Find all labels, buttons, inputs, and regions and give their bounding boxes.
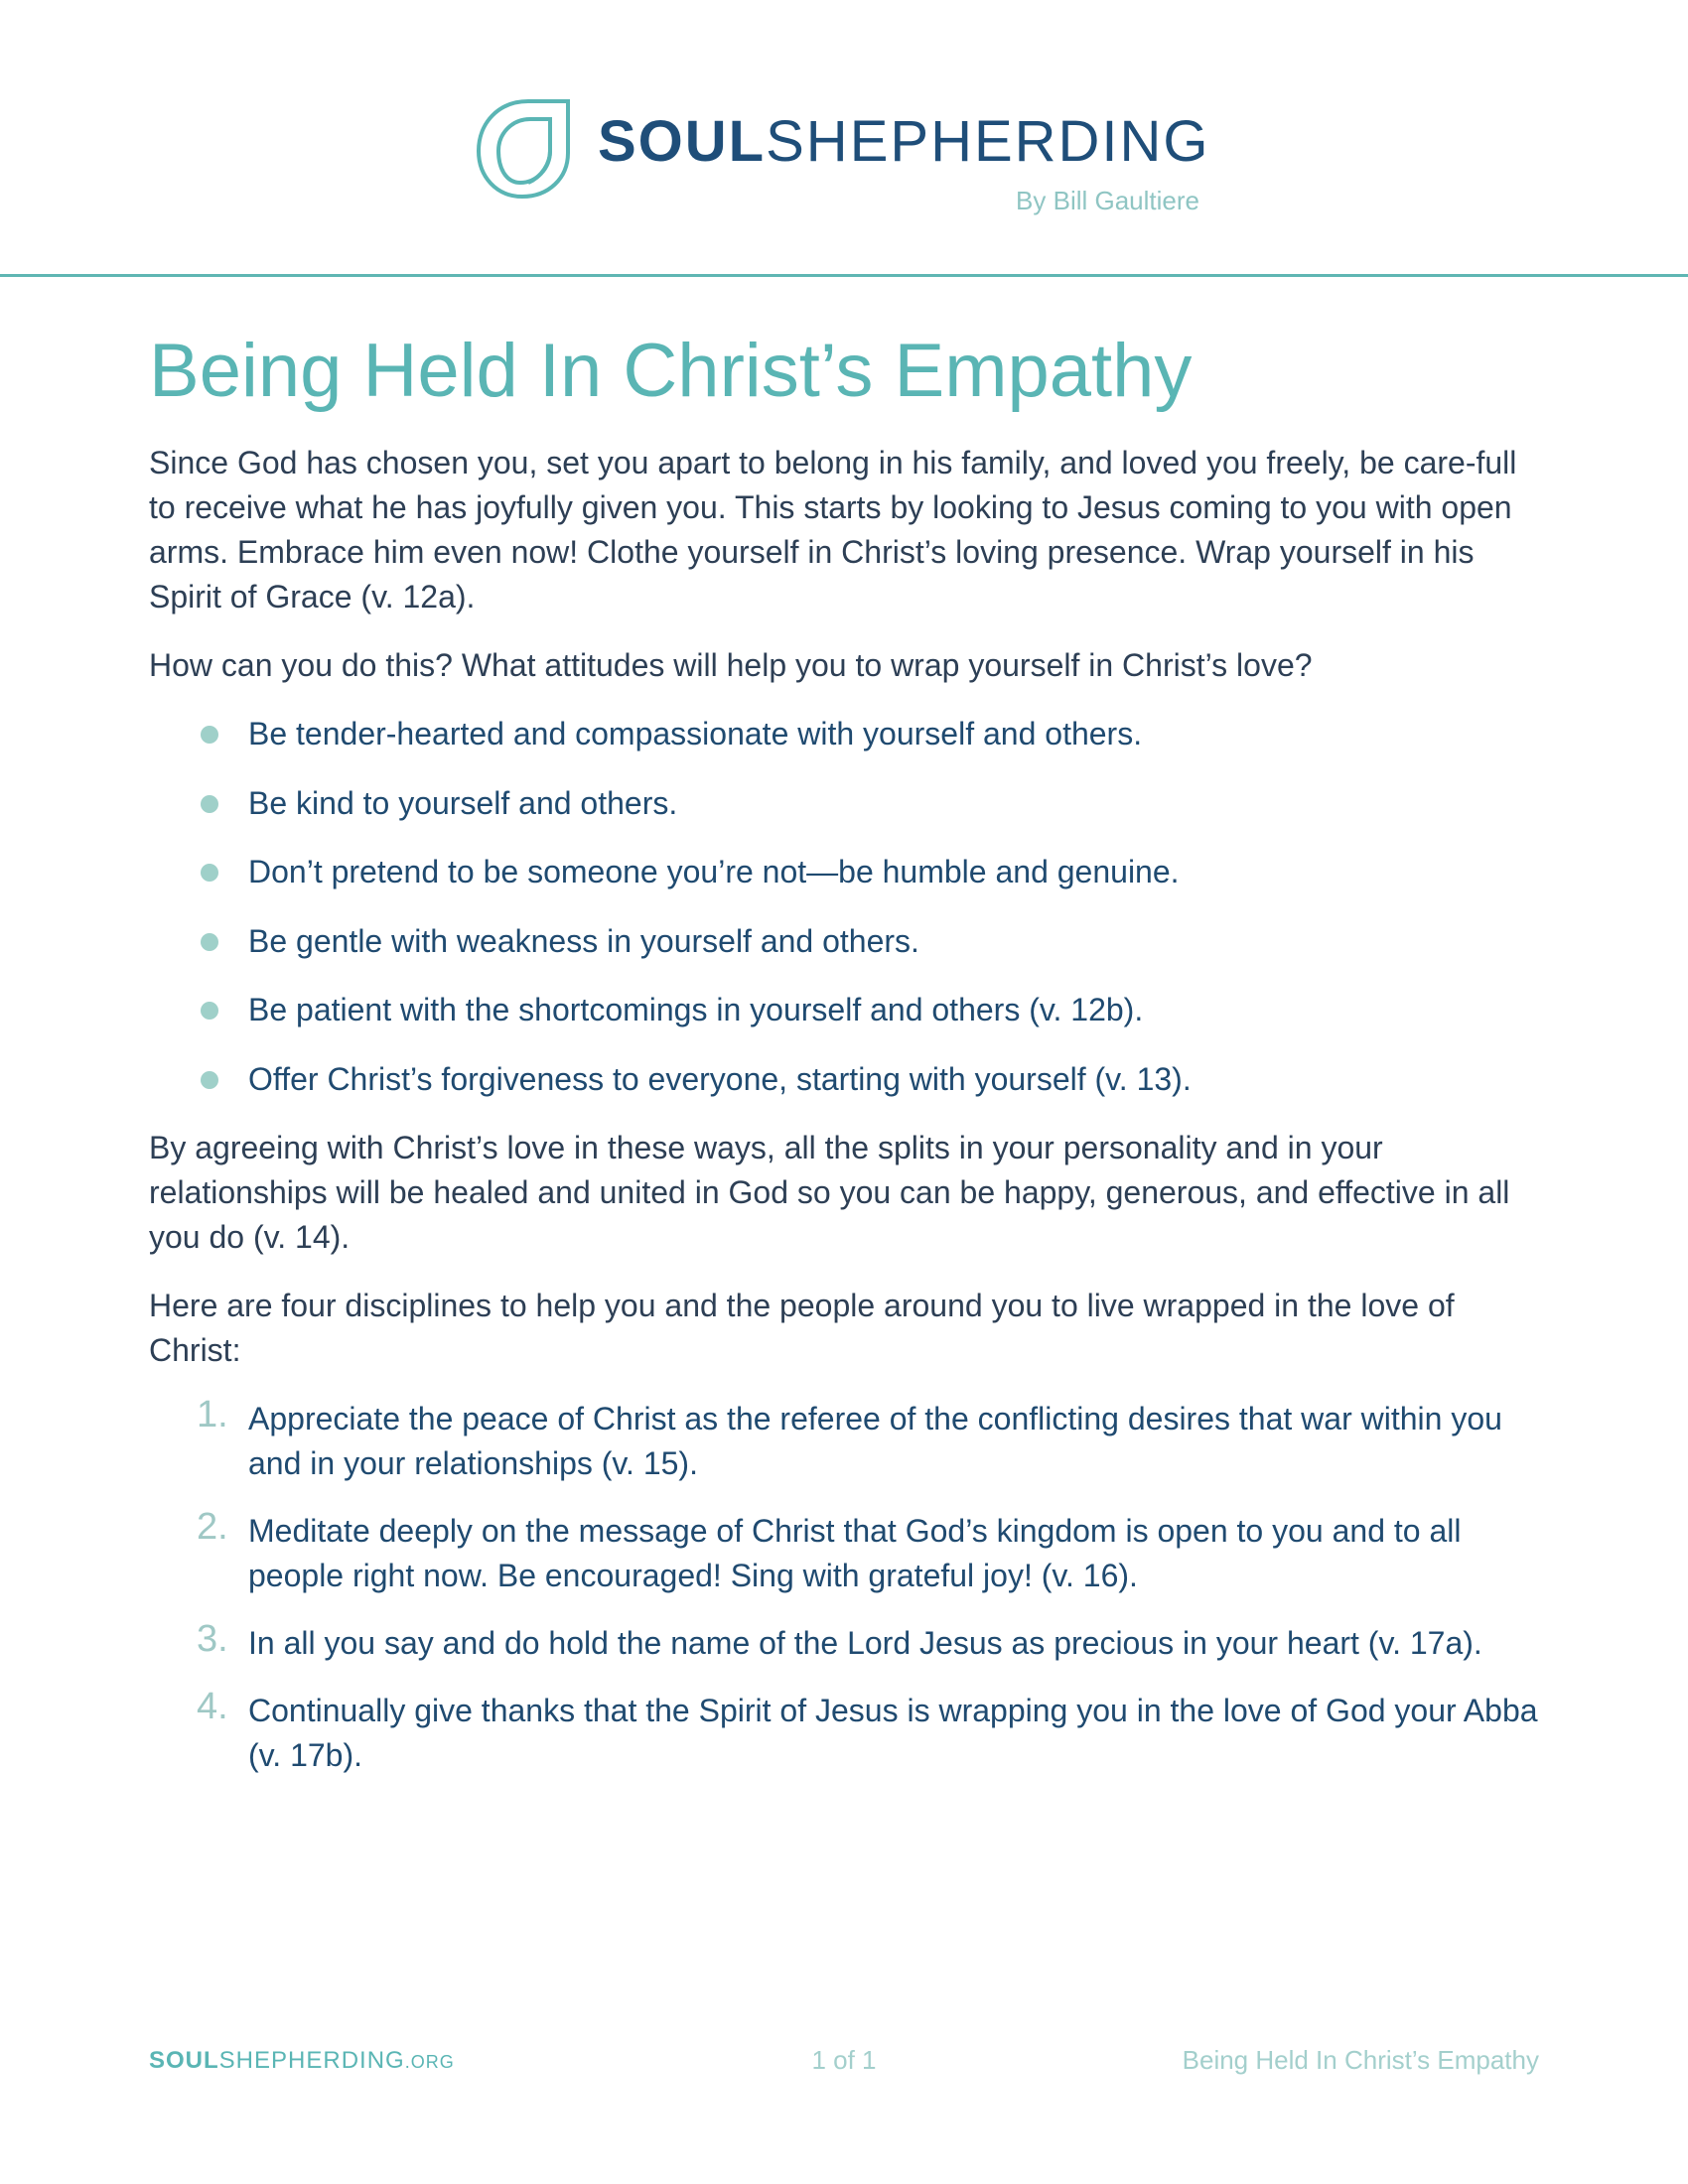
intro-paragraph: Since God has chosen you, set you apart to belong in his family, and loved you freely, be care-full to receive what he has joyfully given you. This starts by looking to Jesus coming to you with open arms. Embrace him even now! Clothe yourself in Christ’s loving presence. Wrap yourself in his Spirit of Grace (v. 12a).	[149, 445, 1517, 614]
footer-title: Being Held In Christ’s Empathy	[1182, 2045, 1539, 2075]
brand-light: SHEPHERDING	[766, 109, 1210, 174]
list-item-text: In all you say and do hold the name of the Lord Jesus as precious in your heart (v. 17a).	[248, 1625, 1482, 1661]
bullet-dot-icon	[201, 933, 218, 951]
list-item-text: Meditate deeply on the message of Christ that God’s kingdom is open to you and to all people right now. Be encouraged! Sing with grateful joy! (v. 16).	[248, 1513, 1462, 1593]
list-item-text: Be patient with the shortcomings in yourself and others (v. 12b).	[248, 992, 1144, 1027]
footer-site-light: SHEPHERDING	[218, 2047, 405, 2074]
soulshepherding-leaf-icon	[473, 97, 576, 201]
healing-paragraph: By agreeing with Christ’s love in these ways, all the splits in your personality and in your relationships will be healed and united in God so you can be happy, generous, and effective in all you do (v. 14).	[149, 1130, 1510, 1255]
list-item-text: Be tender-hearted and compassionate with yourself and others.	[248, 716, 1143, 751]
list-item	[149, 781, 1539, 826]
brand-bold: SOUL	[598, 109, 767, 174]
list-item-text: Be gentle with weakness in yourself and others.	[248, 922, 919, 959]
header-divider	[0, 274, 1688, 277]
bullet-dot-icon	[201, 726, 218, 744]
list-number: 4.	[197, 1686, 228, 1727]
page-number: 1 of 1	[811, 2045, 877, 2075]
disciplines-intro: Here are four disciplines to help you and the people around you to live wrapped in the love of Christ:	[149, 1288, 1455, 1368]
list-item	[149, 919, 1539, 964]
list-item-text: Offer Christ’s forgiveness to everyone, starting with yourself (v. 13).	[248, 1060, 1192, 1097]
question-paragraph: How can you do this? What attitudes will help you to wrap yourself in Christ’s love?	[149, 647, 1313, 683]
list-number: 3.	[197, 1618, 228, 1660]
footer-site-bold: SOUL	[149, 2047, 219, 2074]
page-title: Being Held In Christ’s Empathy	[149, 329, 1193, 413]
list-item	[149, 1686, 1539, 1778]
attitude-list	[149, 712, 1539, 1102]
list-number: 1.	[197, 1394, 228, 1435]
list-item	[149, 712, 1539, 756]
list-item	[149, 1506, 1539, 1598]
disciplines-list	[149, 1394, 1539, 1778]
list-item	[149, 1618, 1539, 1666]
footer-site-tld: .ORG	[404, 2052, 455, 2072]
list-item	[149, 1394, 1539, 1486]
brand-wordmark	[598, 107, 1210, 177]
document-body	[149, 324, 1539, 1801]
bullet-dot-icon	[201, 1071, 218, 1089]
list-item-text: Be kind to yourself and others.	[248, 784, 678, 821]
page-footer	[0, 2041, 1688, 2085]
page-header	[0, 0, 1688, 276]
list-item-text: Continually give thanks that the Spirit of Jesus is wrapping you in the love of God your Abba (v. 17b).	[248, 1693, 1538, 1773]
bullet-dot-icon	[201, 864, 218, 882]
bullet-dot-icon	[201, 1002, 218, 1020]
byline: By Bill Gaultiere	[1016, 186, 1199, 215]
list-item	[149, 850, 1539, 894]
footer-site-link[interactable]	[149, 2047, 455, 2075]
list-item	[149, 1057, 1539, 1102]
list-item-text: Appreciate the peace of Christ as the referee of the conflicting desires that war within you and in your relationships (v. 15).	[248, 1401, 1502, 1481]
list-number: 2.	[197, 1506, 228, 1548]
list-item	[149, 988, 1539, 1032]
bullet-dot-icon	[201, 795, 218, 813]
list-item-text: Don’t pretend to be someone you’re not—be humble and genuine.	[248, 854, 1180, 889]
